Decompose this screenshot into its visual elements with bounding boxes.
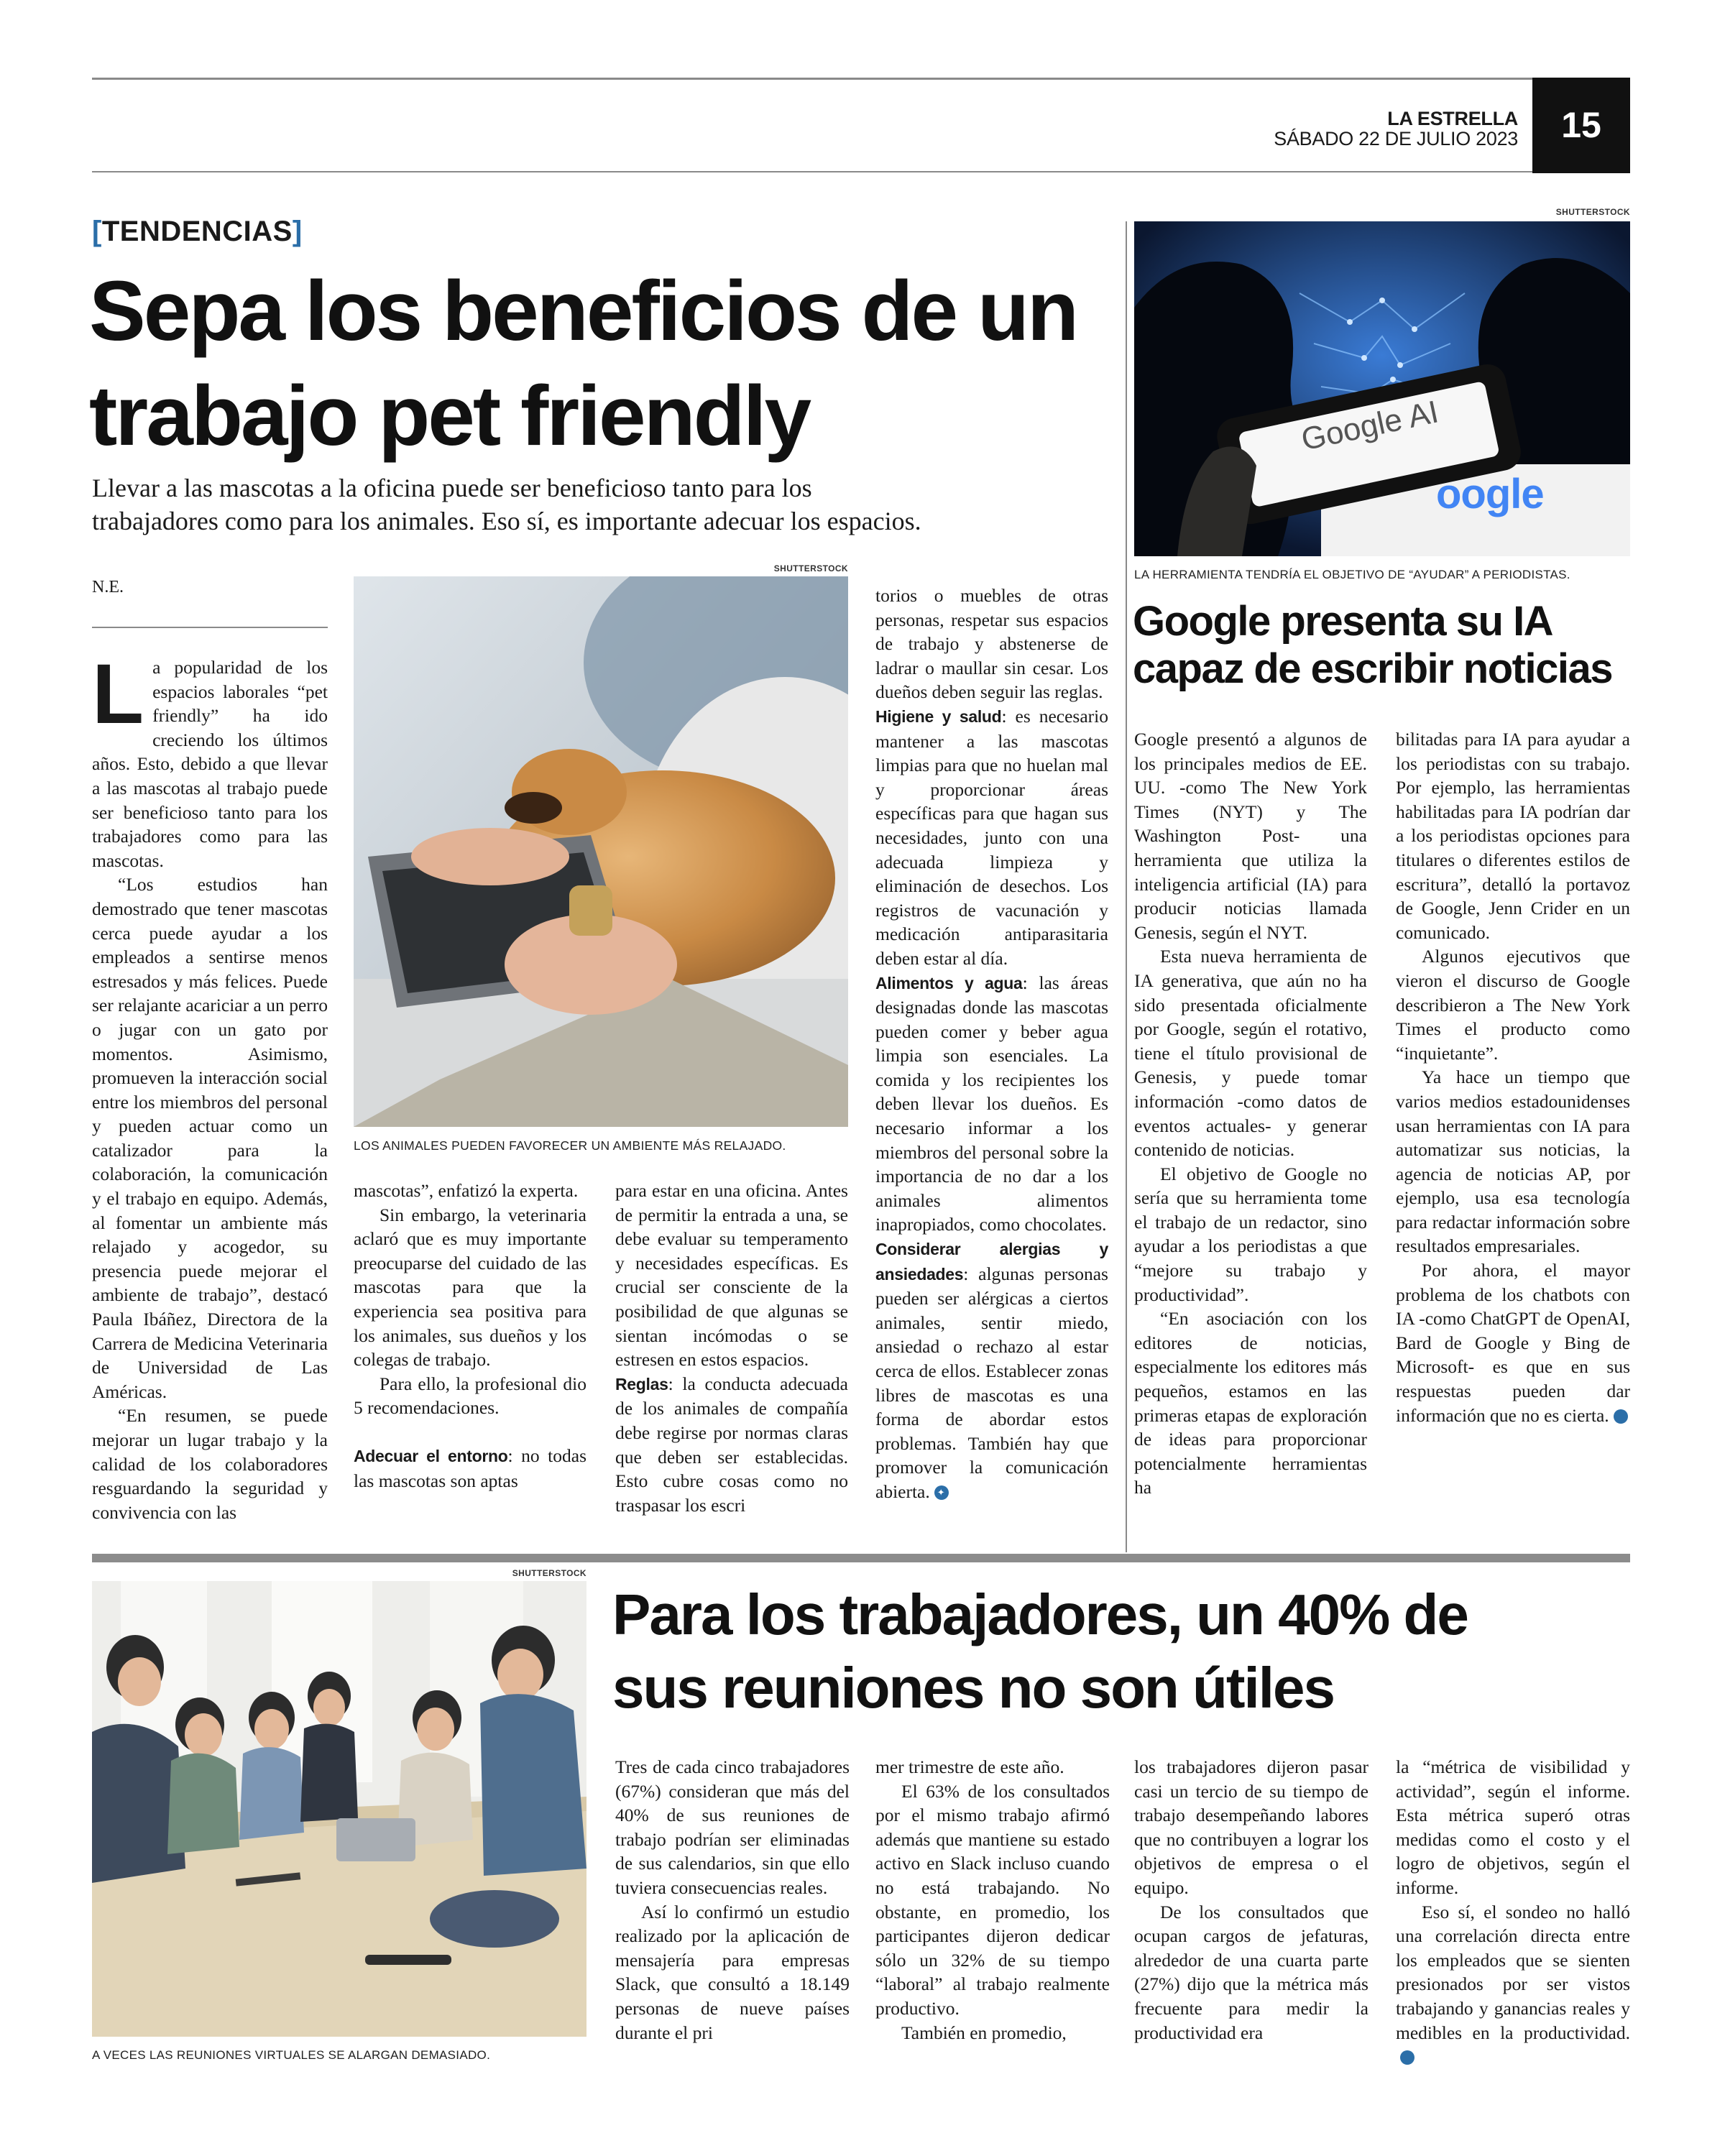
column-divider (1126, 221, 1127, 1552)
pet-col2-p4: : no todas las mascotas son aptas (354, 1445, 586, 1491)
byline-rule (92, 627, 328, 628)
pet-headline (89, 259, 1138, 469)
google-headline-line2: capaz de escribir noticias (1133, 645, 1612, 692)
google-col2-p2: Algunos ejecutivos que vieron el discurso de Google describieron a The New York Times el producto como “inquietante”. (1396, 946, 1630, 1064)
google-col1-p4: “En asociación con los editores de noticias, especialmente los editores más pequeños, estamos en las primeras etapas de exploración de ideas para proporcionar potencialmente herramientas ha (1134, 1308, 1367, 1498)
label-alimentos: Alimentos y agua (875, 973, 1023, 992)
meetings-col1-p1: Tres de cada cinco trabajadores (67%) consideran que más del 40% de sus reuniones de trabajo podrían ser eliminadas de sus calendarios, sin que ello tuviera consecuencias reales. (615, 1756, 850, 1898)
google-column-2 (1396, 727, 1630, 1427)
meetings-col3-p2: De los consultados que ocupan cargos de jefaturas, alrededor de una cuarta parte (27%) dijo que la métrica más frecuente para medir la productividad era (1134, 1901, 1368, 2043)
meetings-headline-line1: Para los trabajadores, un 40% de (612, 1583, 1468, 1646)
google-col1-p2: Esta nueva herramienta de IA generativa, que aún no ha sido presentada oficialmente por Google, según el rotativo, tiene el título provisional de Genesis, y puede tomar información -como datos de eventos actuales- y generar contenido de noticias. (1134, 946, 1367, 1161)
google-photo-credit: SHUTTERSTOCK (1555, 207, 1630, 217)
meetings-col2-p1: mer trimestre de este año. (875, 1756, 1064, 1777)
pet-photo-caption: LOS ANIMALES PUEDEN FAVORECER UN AMBIENTE MÁS RELAJADO. (354, 1138, 786, 1153)
meetings-photo-credit: SHUTTERSTOCK (512, 1568, 586, 1578)
pet-headline-line1: Sepa los beneficios de un (89, 264, 1077, 359)
pet-deck-line2: trabajadores como para los animales. Eso sí, es importante adecuar los espacios. (92, 507, 921, 535)
meetings-col2-p2: El 63% de los consultados por el mismo trabajo afirmó además que mantiene su estado activo en Slack incluso cuando no está trabajando. No obstante, en promedio, los participantes dijeron dedicar sólo un 32% de su tiempo “laboral” al trabajo realmente productivo. (875, 1780, 1110, 2019)
meetings-column-2 (875, 1755, 1110, 2045)
pet-col3-p1: para estar en una oficina. Antes de permitir la entrada a una, se debe evaluar su temperamento y necesidades específicas. Es crucial ser consciente de la posibilidad de que algunas se sientan incómodas o se estresen en estos espacios. (615, 1180, 848, 1370)
dropcap: L (92, 647, 144, 742)
google-col2-p4: Por ahora, el mayor problema de los chatbots con IA -como ChatGPT de OpenAI, Bard de Google y Bing de Microsoft- es que en sus respuestas pueden dar información que no es cierta. (1396, 1260, 1630, 1426)
meetings-column-1 (615, 1755, 850, 2045)
section-tag-label: TENDENCIAS (101, 216, 293, 247)
google-col1-p3: El objetivo de Google no sería que su herramienta tome el trabajo de un redactor, sino ayudar a los periodistas a que “mejore su trabajo y productividad”. (1134, 1163, 1367, 1305)
google-col1-p1: Google presentó a algunos de los principales medios de EE. UU. -como The New York Times (NYT) y The Washington Post- una herramienta que utiliza la inteligencia artificial (IA) para producir noticias llamada Genesis, según el NYT. (1134, 729, 1367, 943)
dog-photo-illustration (354, 576, 848, 1127)
pet-col2-p1: mascotas”, enfatizó la experta. (354, 1180, 579, 1201)
pet-col4-p1: torios o muebles de otras personas, respetar sus espacios de trabajo y abstenerse de ladrar o maullar sin cesar. Los dueños deben seguir las reglas. (875, 585, 1108, 703)
meetings-col4-p2: Eso sí, el sondeo no halló una correlación directa entre los empleados que se sienten presionados por ser vistos trabajando y ganancias reales y medibles en la productividad. (1396, 1901, 1630, 2043)
meeting-photo (92, 1581, 586, 2037)
google-col2-p1: bilitadas para IA para ayudar a los periodistas con su trabajo. Por ejemplo, las herramientas habilitadas para IA podrían dar a los periodistas opciones para titulares o diferentes estilos de escritura”, detalló la portavoz de Google, Jenn Crider en un comunicado. (1396, 729, 1630, 943)
pet-col1-p1: a popularidad de los espacios laborales “pet friendly” ha ido creciendo los últimos años. Esto, debido a que llevar a las mascotas al trabajo puede ser beneficioso tanto para los trabajadores como para las mascotas. (92, 657, 328, 871)
google-photo-illustration (1134, 221, 1630, 556)
top-rule (92, 78, 1630, 80)
pet-column-2 (354, 1179, 586, 1493)
google-photo (1134, 221, 1630, 556)
label-alergias: Considerar alergias y ansiedades (875, 1240, 1108, 1284)
issue-date: SÁBADO 22 DE JULIO 2023 (1274, 128, 1518, 149)
pet-col4-p2: : es necesario mantener a las mascotas limpias para que no huelan mal y proporcionar áreas específicas para que hagan sus necesidades, junto con una adecuada limpieza y eliminación de desechos. Los registros de vacunación y medicación antiparasitaria deben estar al día. (875, 705, 1108, 969)
meetings-photo-caption: A VECES LAS REUNIONES VIRTUALES SE ALARGAN DEMASIADO. (92, 2048, 491, 2062)
pet-deck-line1: Llevar a las mascotas a la oficina puede ser beneficioso tanto para los (92, 474, 812, 502)
pet-photo-credit: SHUTTERSTOCK (773, 563, 848, 573)
section-divider-bar (92, 1554, 1630, 1562)
google-headline-line1: Google presenta su IA (1133, 598, 1553, 645)
meetings-col4-p1: la “métrica de visibilidad y actividad”, según el informe. Esta métrica superó otras medidas como el costo y el logro de objetivos, según el informe. (1396, 1756, 1630, 1898)
page-number: 15 (1532, 78, 1630, 173)
meetings-headline (612, 1578, 1633, 1725)
pet-col2-p2: Sin embargo, la veterinaria aclaró que es muy importante preocuparse del cuidado de las mascotas para que la experiencia sea positiva para los animales, sus dueños y los colegas de trabajo. (354, 1204, 586, 1370)
end-mark-icon (934, 1485, 949, 1500)
meetings-col2-p3: También en promedio, (901, 2022, 1067, 2043)
meetings-column-3 (1134, 1755, 1368, 2045)
label-reglas: Reglas (615, 1374, 668, 1393)
header-bottom-rule (92, 171, 1532, 172)
meetings-col3-p1: los trabajadores dijeron pasar casi un tercio de su tiempo de trabajo desempeñando labores que no contribuyen a lograr los objetivos de empresa o el equipo. (1134, 1756, 1368, 1898)
pet-col1-p3: “En resumen, se puede mejorar un lugar trabajo y la calidad de los colaboradores resguardando la seguridad y convivencia con las (92, 1405, 328, 1523)
google-headline (1133, 598, 1629, 693)
dog-photo (354, 576, 848, 1127)
meeting-photo-illustration (92, 1581, 586, 2037)
pet-column-1 (92, 647, 328, 1524)
google-column-1 (1134, 727, 1367, 1500)
pet-col3-p2: : la conducta adecuada de los animales de compañía debe regirse por normas claras que deben ser establecidas. Esto cubre cosas como no traspasar los escri (615, 1373, 848, 1516)
google-photo-caption: LA HERRAMIENTA TENDRÍA EL OBJETIVO DE “AYUDAR” A PERIODISTAS. (1134, 568, 1570, 581)
pet-col1-p2: “Los estudios han demostrado que tener mascotas cerca puede ayudar a los empleados a sentirse menos estresados y más felices. Puede ser relajante acariciar a un perro o jugar con un gato por momentos. Asimismo, promueven la interacción social entre los miembros del personal y pueden actuar como un catalizador para la colaboración, la comunicación y el trabajo en equipo. Además, al fomentar un ambiente más relajado y acogedor, su presencia puede mejorar el ambiente de trabajo”, destacó Paula Ibáñez, Directora de la Carrera de Medicina Veterinaria de Universidad de Las Américas. (92, 874, 328, 1402)
pet-column-3 (615, 1179, 848, 1517)
end-mark-icon (1614, 1409, 1628, 1424)
meetings-col1-p2: Así lo confirmó un estudio realizado por la aplicación de mensajería para empresas Slack, que consultó a 18.149 personas de nueve países durante el pri (615, 1901, 850, 2043)
pet-headline-line2: trabajo pet friendly (89, 369, 810, 464)
end-mark-icon (1400, 2050, 1414, 2065)
phone-screen-text: Google AI (1298, 394, 1442, 458)
newspaper-name: LA ESTRELLA (1387, 108, 1518, 129)
pet-column-4 (875, 584, 1108, 1504)
section-tag: [TENDENCIAS] (92, 216, 303, 247)
pet-deck (92, 471, 1170, 538)
meetings-headline-line2: sus reuniones no son útiles (612, 1656, 1334, 1720)
pet-col2-p3: Para ello, la profesional dio 5 recomendaciones. (354, 1373, 586, 1419)
google-col2-p3: Ya hace un tiempo que varios medios estadounidenses usan herramientas con IA para automatizar sus noticias, la agencia de noticias AP, por ejemplo, usa esa tecnología para redactar información sobre resultados empresariales. (1396, 1067, 1630, 1257)
label-adecuar: Adecuar el entorno (354, 1446, 508, 1465)
label-higiene: Higiene y salud (875, 706, 1002, 726)
meetings-column-4 (1396, 1755, 1630, 2069)
background-logo-text: oogle (1436, 471, 1544, 517)
byline: N.E. (92, 578, 124, 596)
pet-col4-p4: : algunas personas pueden ser alérgicas a ciertos animales, sentir miedo, ansiedad o rechazo al estar cerca de ellos. Establecer zonas libres de mascotas es una forma de abordar estos problemas. También hay que promover la comunicación abierta. (875, 1263, 1108, 1502)
pet-col4-p3: : las áreas designadas donde las mascotas pueden comer y beber agua limpia son esenciales. La comida y los recipientes los deben llevar los dueños. Es necesario informar a los miembros del personal sobre la importancia de no dar a los animales alimentos inapropiados, como chocolates. (875, 972, 1109, 1235)
